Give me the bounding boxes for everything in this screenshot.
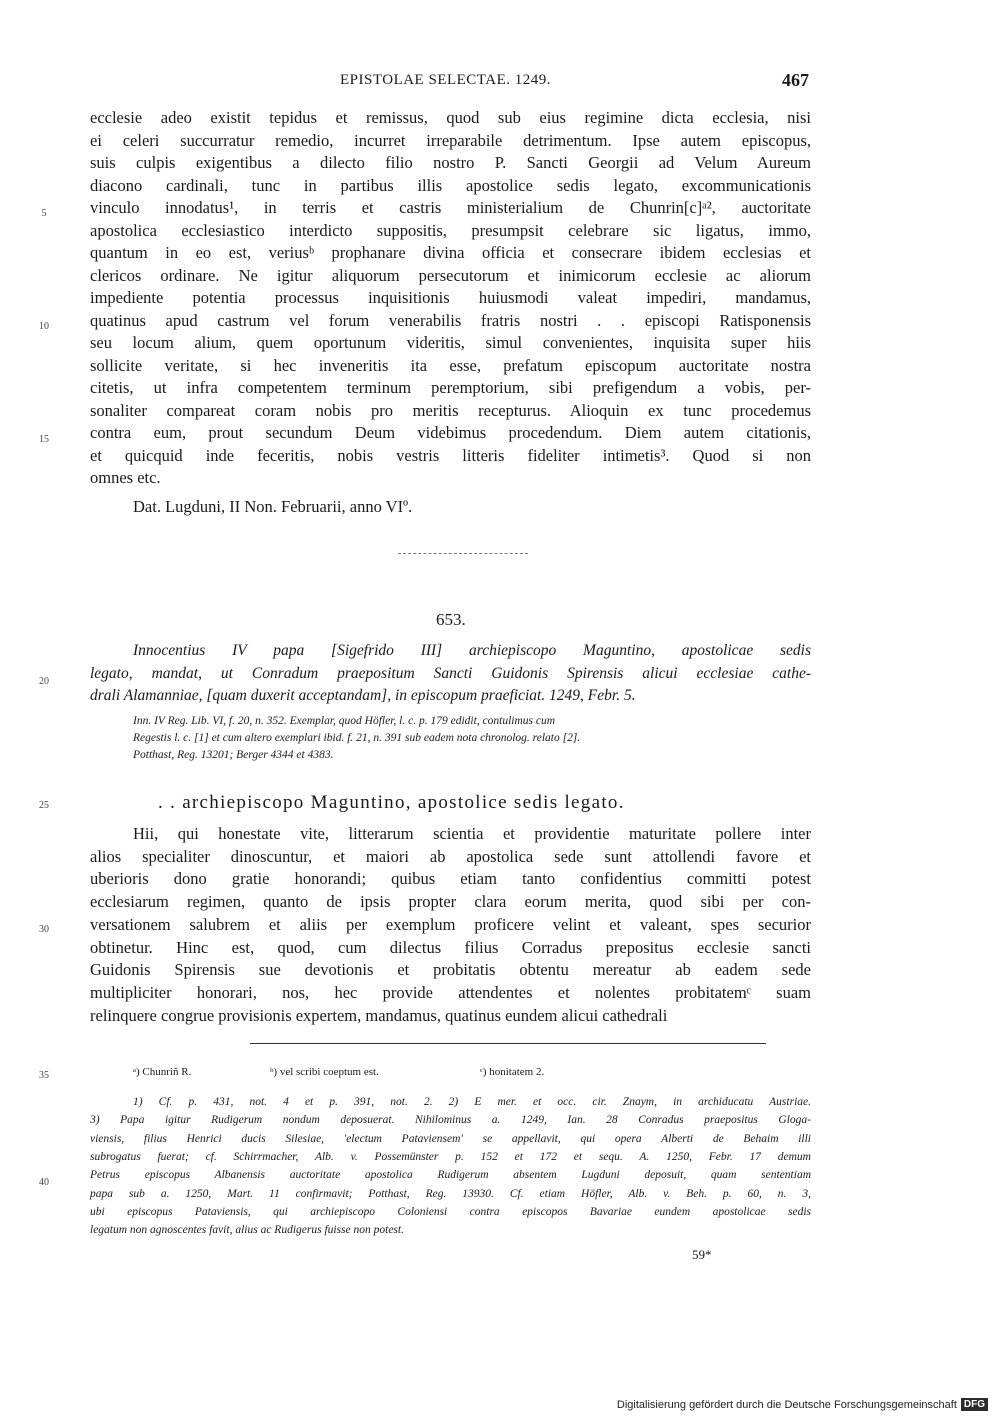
page-number: 467 [782,70,809,90]
body-line: impediente potentia processus inquisitionis huiusmodi valeat impediri, mandamus, [90,288,811,307]
footnote-line: 1) Cf. p. 431, not. 4 et p. 391, not. 2. 2) E mer. et occ. cir. Znaym, in archiducatu Austriae. [133,1096,811,1108]
margin-line-number: 10 [39,321,49,332]
footnote-line: papa sub a. 1250, Mart. 11 confirmavit; Potthast, Reg. 13930. Cf. etiam Höfler, Alb. v. Beh. p. 60, n. 3, [90,1187,811,1200]
dfg-credit [617,1398,988,1411]
running-head: EPISTOLAE SELECTAE. 1249. [340,72,552,88]
margin-line-number: 15 [39,434,49,445]
regest-line: Innocentius IV papa [Sigefrido III] archiepiscopo Maguntino, apostolicae sedis [133,642,811,659]
body-line: sollicite veritate, si hec inveneritis ita esse, prefatum episcopum auctoritate nostra [90,355,811,375]
body-line: contra eum, prout secundum Deum videbimus procedendum. Diem autem citationis, [90,423,811,442]
body-line: clericos ordinare. Ne igitur aliquorum persecutorum et inimicorum ecclesie ac aliorum [90,265,811,285]
body-line: vinculo innodatus¹, in terris et castris ministerialium de Chunrin[c]ᵃ², auctoritate [90,198,811,217]
source-line: Potthast, Reg. 13201; Berger 4344 et 4383. [133,749,334,761]
footnote-line: viensis, filius Henrici ducis Silesiae, 'electum Pataviensem' se appellavit, qui opera Alberti de Behaim illi [90,1132,811,1145]
regest-line: drali Alamanniae, [quam duxerit acceptandam], in episcopum praeficiat. 1249, Febr. 5. [90,687,636,704]
margin-line-number: 35 [39,1070,49,1081]
margin-line-number: 40 [39,1177,49,1188]
body-line: citetis, ut infra competentem terminum peremptorium, sibi prefigendum a vobis, per- [90,378,811,397]
footnote-line: 3) Papa igitur Rudigerum nondum deposuerat. Nihilominus a. 1249, Ian. 28 Conradus praepositus Gloga- [90,1114,811,1127]
body-line: omnes etc. [90,468,161,487]
body-line: alios specialiter dinoscuntur, et maiori ab apostolica sede sunt attollendi favore et [90,846,811,866]
dfg-logo: DFG [961,1398,988,1411]
body-line: Hii, qui honestate vite, litterarum scientia et providentie maturitate pollere inter [133,824,811,843]
regest-line: legato, mandat, ut Conradum praepositum Sancti Guidonis Spirensis alicui ecclesiae cathe- [90,664,811,682]
body-line: ei celeri succurratur remedio, incurret irreparabile detrimentum. Ipse autem episcopus, [90,130,811,150]
body-line: multipliciter honorari, nos, hec provide attendentes et nolentes probitatemᶜ suam [90,982,811,1002]
body-line: obtinetur. Hinc est, quod, cum dilectus filius Corradus prepositus ecclesie sancti [90,937,811,957]
footnote-line: legatum non agnoscentes favit, alius ac Rudigerus fuisse non potest. [90,1224,404,1237]
source-line: Regestis l. c. [1] et cum altero exemplari ibid. f. 21, n. 391 sub eadem nota chronolog. relato [2]. [133,732,581,744]
body-line: seu locum alium, quem oportunum videritis, simul convenientes, inquisita super hiis [90,333,811,352]
body-line: ecclesie adeo existit tepidus et remissus, quod sub eius regimine dicta ecclesia, nisi [90,108,811,127]
body-line: ecclesiarum regimen, quanto de ipsis propter clara eorum merita, quod sibi per con- [90,892,811,912]
footnote-line: Petrus episcopus Albanensis auctoritate apostolica Rudigerum absentem Lugduni deposuit, quam sententiam [90,1169,811,1182]
body-line: uberioris dono gratie honorandi; quibus etiam tanto confidentius committi potest [90,869,811,889]
body-line: suis culpis exigentibus a dilecto filio nostro P. Sancti Georgii ad Velum Aureum [90,153,811,172]
body-line: diacono cardinali, tunc in partibus illis apostolice sedis legato, excommunicationis [90,175,811,195]
body-line: versationem salubrem et aliis per exemplum proficere velint et valeant, spes securior [90,914,811,934]
footnote-line: subrogatus fuerat; cf. Schirrmacher, Alb. v. Possemünster p. 152 et 172 et sequ. A. 1250, Febr. 17 demum [90,1150,811,1163]
source-line: Inn. IV Reg. Lib. VI, f. 20, n. 352. Exemplar, quod Höfler, l. c. p. 179 edidit, contulimus cum [133,715,556,727]
critical-note-a: ᵃ) Chunriñ R. [133,1066,192,1078]
body-line: relinquere congrue provisionis expertem, mandamus, quatinus eundem alicui cathedrali [90,1005,668,1025]
critical-note-b: ᵇ) vel scribi coeptum est. [270,1066,379,1078]
body-line: apostolica ecclesiastico interdicto suppositis, presumpsit celebrare sic ligatus, immo, [90,220,811,240]
footnote-rule [250,1043,766,1044]
body-line: et quicquid inde feceritis, nobis vestris litteris fideliter intimetis³. Quod si non [90,445,811,465]
footnote-line: ubi episcopus Pataviensis, qui archiepiscopo Coloniensi contra episcopos Bavariae eundem apostolicae sedis [90,1205,811,1218]
body-line: quantum in eo est, veriusᵇ prophanare divina officia et consecrare ibidem ecclesias et [90,243,811,262]
body-line: sonaliter compareat coram nobis pro meritis recepturus. Alioquin ex tunc procedemus [90,400,811,420]
margin-line-number: 5 [41,208,47,219]
document-number: 653. [436,610,466,629]
separator-dots [398,553,528,554]
margin-line-number: 30 [39,924,49,935]
body-line: quatinus apud castrum vel forum venerabilis fratris nostri . . episcopi Ratisponensis [90,310,811,330]
critical-note-c: ᶜ) honitatem 2. [480,1066,545,1078]
address-line: . . archiepiscopo Maguntino, apostolice sedis legato. [158,792,625,813]
body-line: Guidonis Spirensis sue devotionis et probitatis obtentu mereatur ab eadem sede [90,960,811,980]
margin-line-number: 20 [39,676,49,687]
dfg-credit-text: Digitalisierung gefördert durch die Deutsche Forschungsgemeinschaft [616,1398,957,1411]
date-line: Dat. Lugduni, II Non. Februarii, anno VIº. [133,497,413,516]
printer-signature: 59* [692,1247,712,1262]
margin-line-number: 25 [39,800,49,811]
